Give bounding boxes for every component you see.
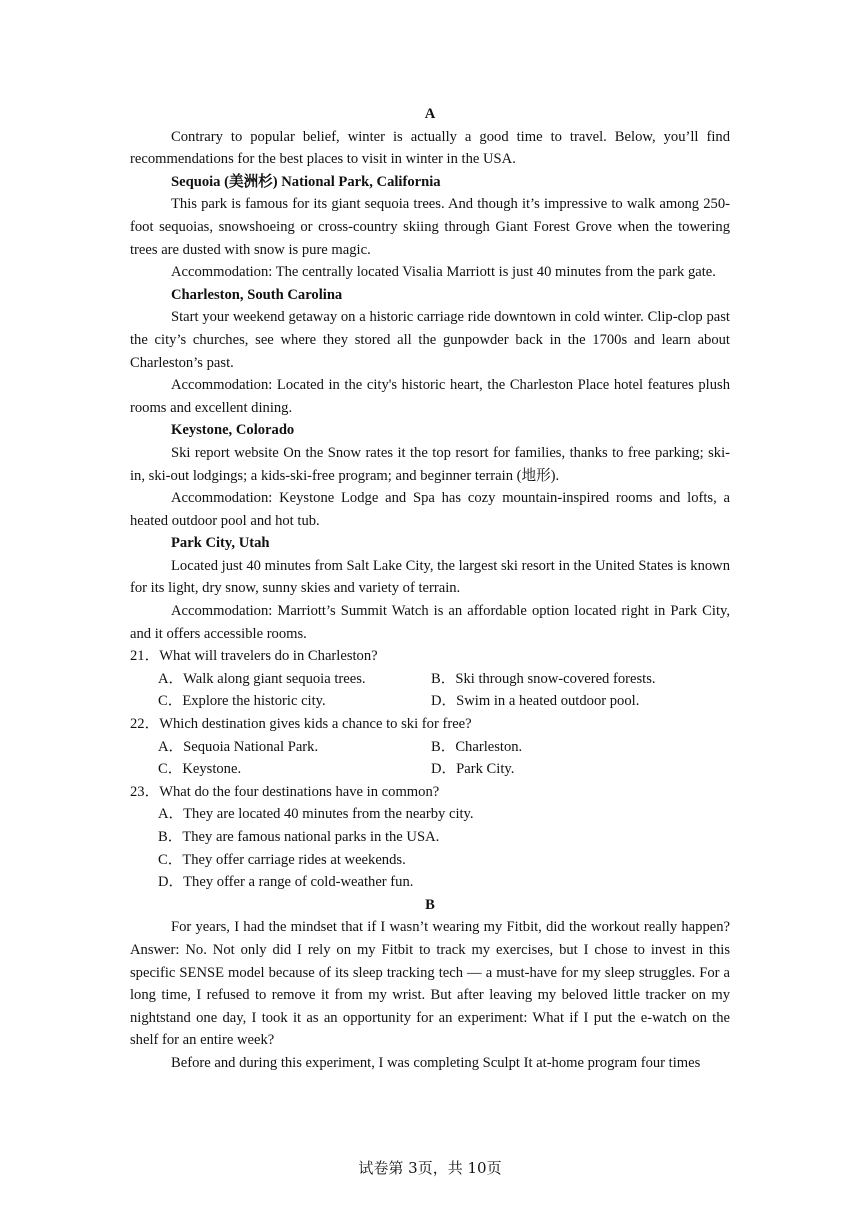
answer-options <box>130 803 730 893</box>
destination-accommodation: Accommodation: Keystone Lodge and Spa has cozy mountain-inspired rooms and lofts, a heated outdoor pool and hot tub. <box>130 490 730 529</box>
option-d: D．Swim in a heated outdoor pool. <box>431 693 640 710</box>
option-b: B．Charleston. <box>431 738 523 755</box>
section-b-label: B <box>425 896 435 913</box>
option-a: A．Sequoia National Park. <box>158 738 319 755</box>
destination-text: This park is famous for its giant sequoia trees. And though it’s impressive to walk among 250-foot sequoias, snowshoeing or cross-country skiing through Giant Forest Grove when the towering trees are dusted with snow is pure magic. <box>130 196 730 258</box>
option-a: A．They are located 40 minutes from the nearby city. <box>158 806 474 823</box>
option-b: B．Ski through snow-covered forests. <box>431 670 656 687</box>
destination-heading: Keystone, Colorado <box>171 422 295 439</box>
destination-accommodation: Accommodation: Located in the city's historic heart, the Charleston Place hotel features plush rooms and excellent dining. <box>130 377 730 416</box>
destination-accommodation: Accommodation: The centrally located Visalia Marriott is just 40 minutes from the park gate. <box>171 264 716 281</box>
page-footer: 试卷第 3页，共 10页 <box>358 1159 502 1177</box>
answer-options <box>130 668 730 713</box>
question-22 <box>130 713 730 781</box>
section-a-label: A <box>424 106 436 122</box>
option-c: C．Keystone. <box>158 761 242 778</box>
option-b: B．They are famous national parks in the USA. <box>158 829 440 845</box>
destination-heading: Park City, Utah <box>171 535 270 552</box>
option-a: A．Walk along giant sequoia trees. <box>158 670 366 687</box>
question-stem: 21．What will travelers do in Charleston? <box>130 648 378 665</box>
destination-accommodation: Accommodation: Marriott’s Summit Watch is an affordable option located right in Park City, and it offers accessible rooms. <box>130 603 730 642</box>
question-23 <box>130 781 730 894</box>
destination-text: Ski report website On the Snow rates it the top resort for families, thanks to free parking; ski-in, ski-out lodgings; a kids-ski-free program; and beginner terrain (地形). <box>130 444 730 484</box>
section-a-intro: Contrary to popular belief, winter is actually a good time to travel. Below, you’ll find recommendations for the best places to visit in winter in the USA. <box>130 128 730 168</box>
section-b-paragraph: Before and during this experiment, I was completing Sculpt It at-home program four times <box>171 1054 701 1071</box>
destination-text: Located just 40 minutes from Salt Lake City, the largest ski resort in the United States is known for its light, dry snow, sunny skies and variety of terrain. <box>130 557 730 597</box>
option-c: C．Explore the historic city. <box>158 693 326 710</box>
option-c: C．They offer carriage rides at weekends. <box>158 851 406 868</box>
exam-page <box>130 103 730 1075</box>
destination-heading: Charleston, South Carolina <box>171 286 343 303</box>
answer-options <box>130 736 730 781</box>
option-d: D．Park City. <box>431 761 515 778</box>
question-21 <box>130 645 730 713</box>
section-b-paragraph: For years, I had the mindset that if I wasn’t wearing my Fitbit, did the workout really happen? Answer: No. Not only did I rely on my Fitbit to track my exercises, but I chose to invest in this specific SENSE model because of its sleep tracking tech — a must-have for my sleep struggles. For a long time, I refused to remove it from my wrist. But after leaving my beloved little tracker on my nightstand one day, I took it as an opportunity for an experiment: What if I put the e-watch on the shelf for an entire week? <box>130 919 730 1049</box>
question-stem: 23．What do the four destinations have in common? <box>130 783 440 800</box>
destination-heading: Sequoia (美洲杉) National Park, California <box>171 173 441 190</box>
option-d: D．They offer a range of cold-weather fun. <box>158 874 414 891</box>
destination-text: Start your weekend getaway on a historic carriage ride downtown in cold winter. Clip-clop past the city’s churches, see where they stored all the gunpowder back in the 1700s and learn about Charleston’s past. <box>130 309 730 371</box>
question-stem: 22．Which destination gives kids a chance to ski for free? <box>130 716 472 733</box>
